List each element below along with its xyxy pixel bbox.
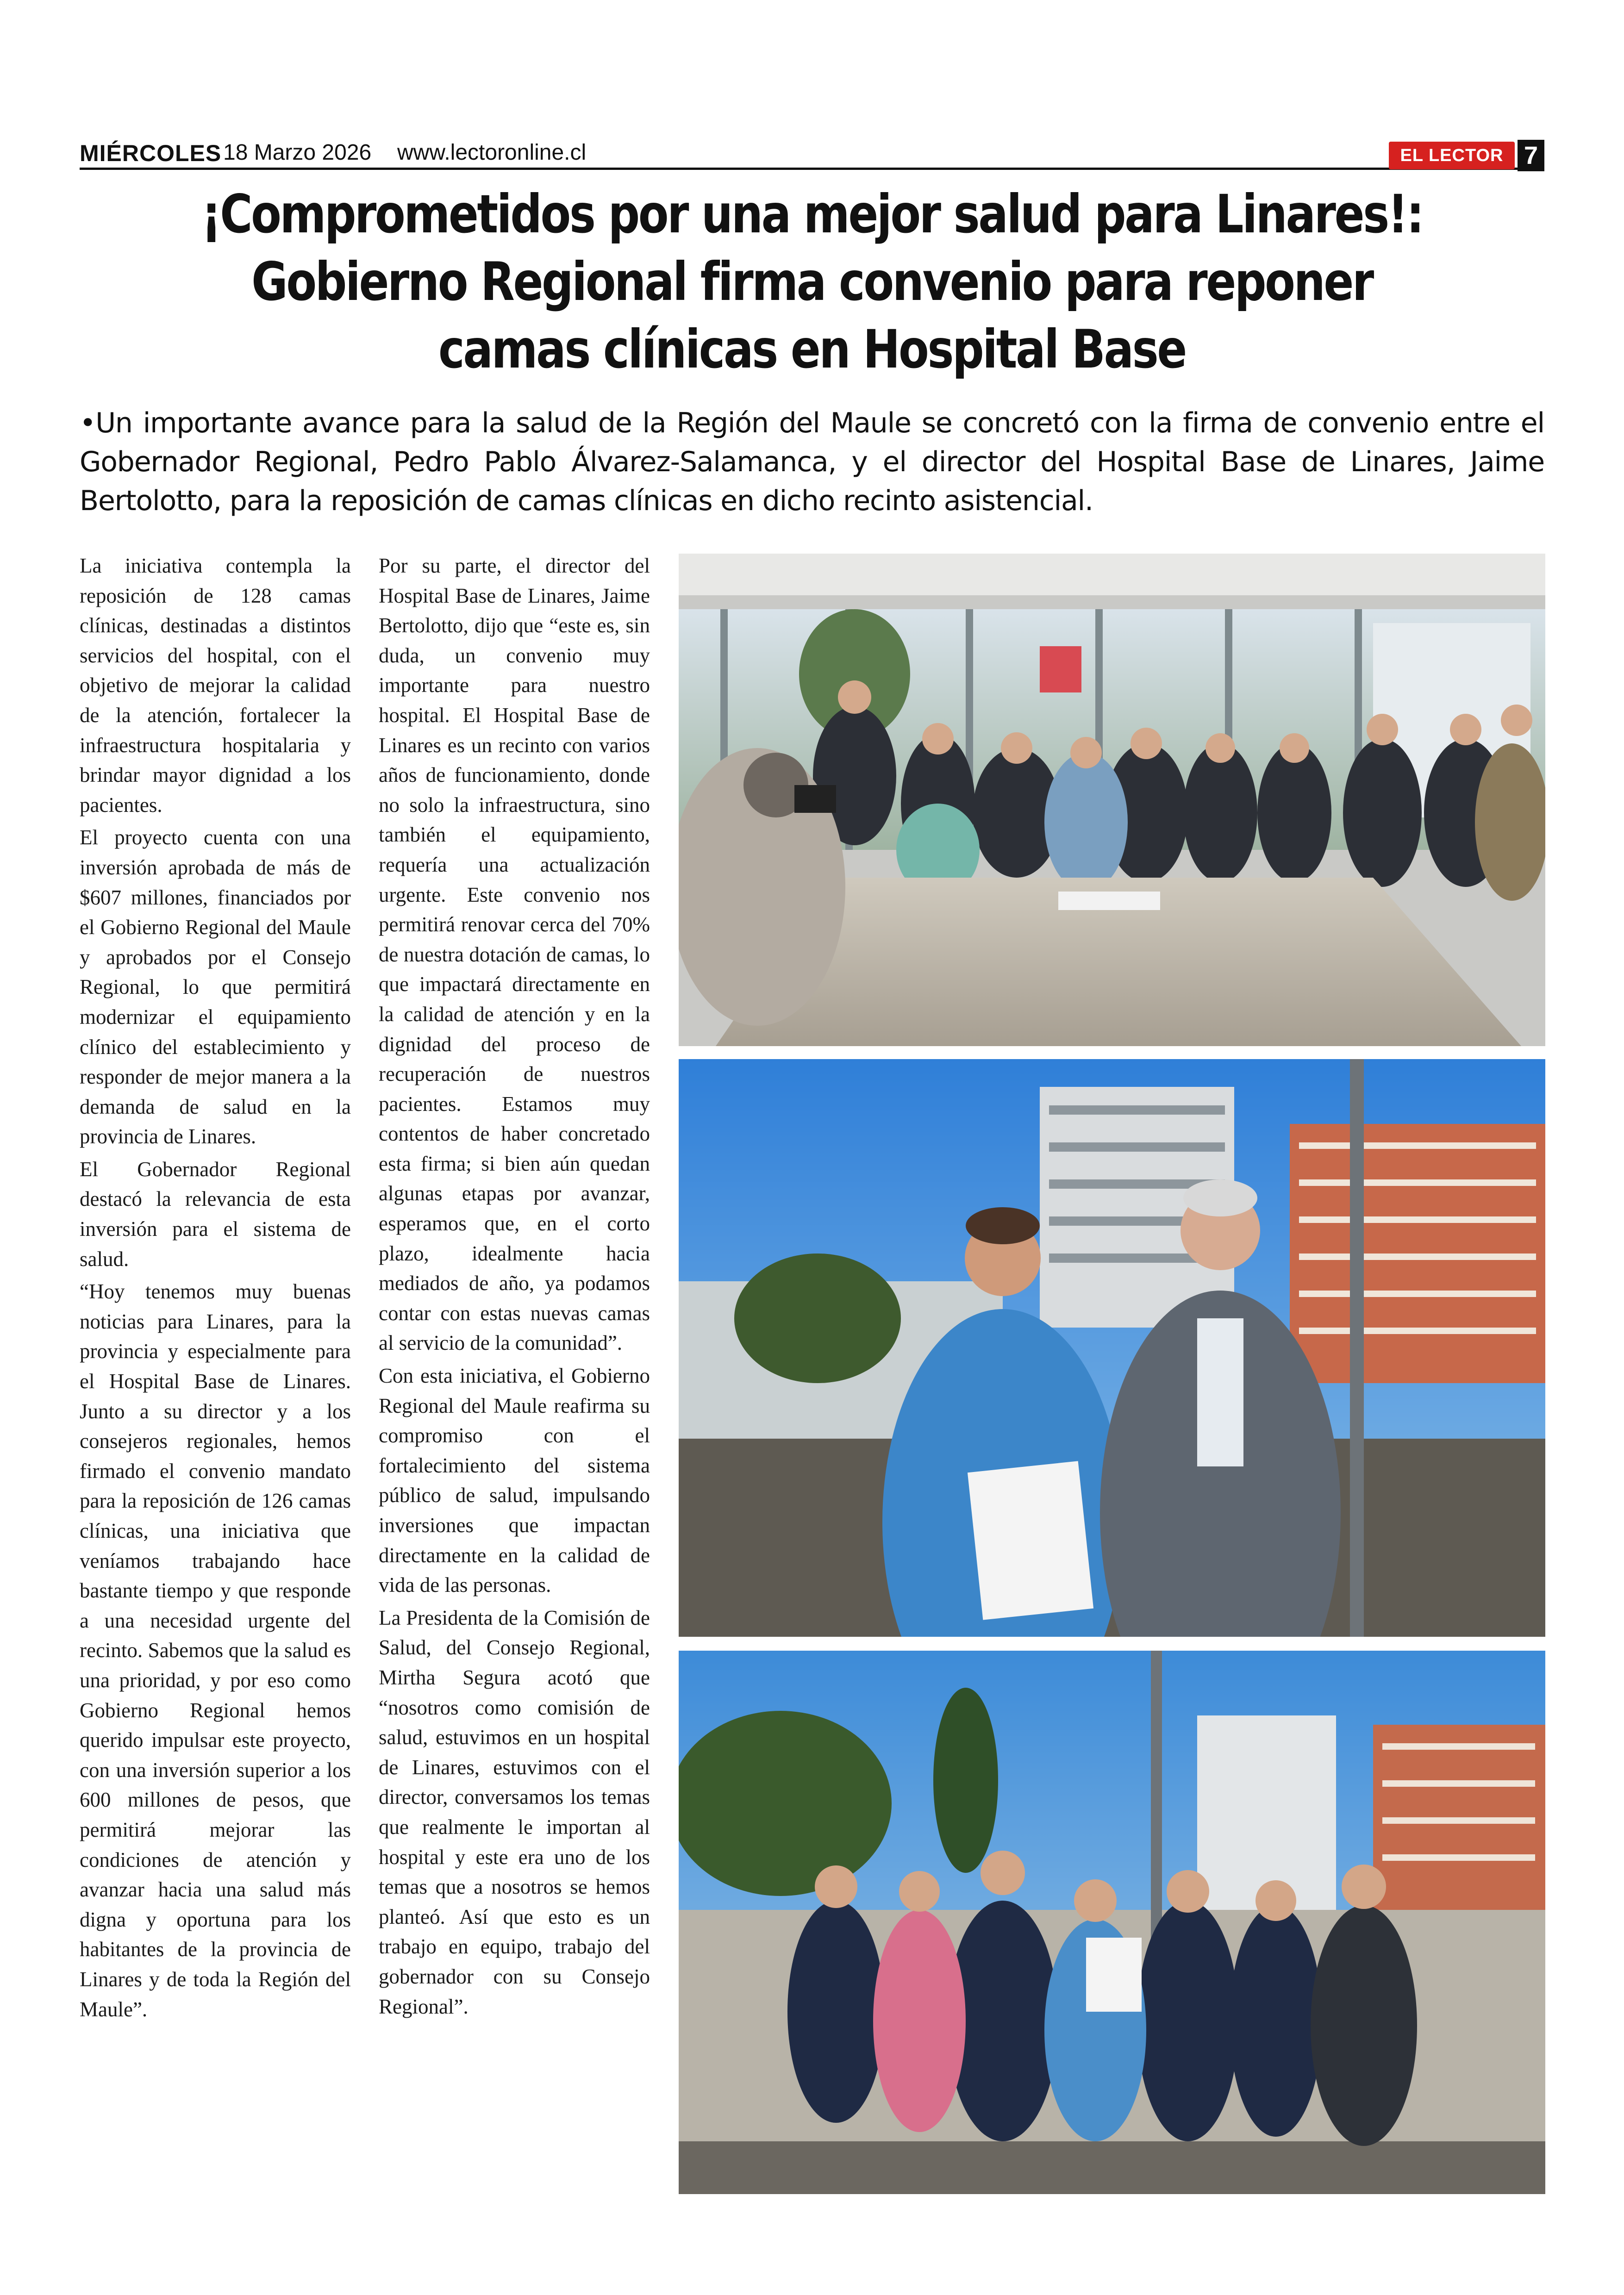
paragraph: Con esta iniciativa, el Gobierno Regional del Maule reafirma su compromiso con el fortalecimiento del sistema público de salud, impulsando inversiones que impactan directamente en la calidad de vida de las personas. [379,1364,650,1597]
article-column-1 [80,551,351,2027]
paragraph: “Hoy tenemos muy buenas noticias para Linares, para la provincia y especialmente para el Hospital Base de Linares. Junto a su director y a los consejeros regionales, hemos firmado el convenio mandato para la reposición de 126 camas clínicas, una iniciativa que veníamos trabajando hace bastante tiempo y que responde a una necesidad urgente del recinto. Sabemos que la salud es una prioridad, y por eso como Gobierno Regional hemos querido impulsar este proyecto, con una inversión superior a los 600 millones de pesos, que permitirá mejorar las condiciones de atención y avanzar hacia una salud más digna y oportuna para los habitantes de la provincia de Linares y de toda la Región del Maule”. [80,1280,351,2021]
header-date: 18 Marzo 2026 [223,140,372,165]
article-column-2 [379,551,650,2024]
headline [80,181,1544,383]
header-day: MIÉRCOLES [80,140,222,166]
paragraph: La Presidenta de la Comisión de Salud, del Consejo Regional, Mirtha Segura acotó que “nosotros como comisión de salud, estuvimos en un hospital de Linares, estuvimos con el director, conversamos los temas que realmente le importan al hospital y este era uno de los temas que a nosotros se hemos planteó. Así que esto es un trabajo en equipo, trabajo del gobernador con su Consejo Regional”. [379,1606,650,2018]
lead-paragraph: •Un importante avance para la salud de la Región del Maule se concretó con la firma de convenio entre el Gobernador Regional, Pedro Pablo Álvarez-Salamanca, y el director del Hospital Base de Linares, Jaime Bertolotto, para la reposición de camas clínicas en dicho recinto asistencial. [80,407,1544,517]
photo-group-terrace [679,1651,1545,2194]
headline-line-3: camas clínicas en Hospital Base [438,318,1186,380]
paragraph: Por su parte, el director del Hospital Base de Linares, Jaime Bertolotto, dijo que “este es, sin duda, un convenio muy importante para nuestro hospital. El Hospital Base de Linares es un recinto con varios años de funcionamiento, donde no solo la infraestructura, sino también el equipamiento, requería una actualización urgente. Este convenio nos permitirá renovar cerca del 70% de nuestra dotación de camas, lo que impactará directamente en la calidad de atención y en la dignidad del proceso de recuperación de nuestros pacientes. Estamos muy contentos de haber concretado esta firma; si bien aún quedan algunas etapas por avanzar, esperamos que, en el corto plazo, idealmente hacia mediados de año, ya podamos contar con estas nuevas camas al servicio de la comunidad”. [379,554,650,1355]
newspaper-logo [1389,142,1515,169]
photo-handshake-document [679,1059,1545,1637]
header-rule [80,168,1543,170]
logo-text: EL LECTOR [1400,145,1504,165]
page-number: 7 [1518,140,1544,171]
headline-line-2: Gobierno Regional firma convenio para reponer [251,251,1373,312]
header-website[interactable]: www.lectoronline.cl [397,140,587,165]
paragraph: El proyecto cuenta con una inversión aprobada de más de $607 millones, financiados por el Gobierno Regional del Maule y aprobados por el Consejo Regional, lo que permitirá modernizar el equipamiento clínico del establecimiento y responder de mejor manera a la demanda de salud en la provincia de Linares. [80,826,351,1148]
headline-line-1: ¡Comprometidos por una mejor salud para Linares!: [201,183,1423,245]
paragraph: La iniciativa contempla la reposición de 128 camas clínicas, destinadas a distintos servicios del hospital, con el objetivo de mejorar la calidad de la atención, fortalecer la infraestructura hospitalaria y brindar mayor dignidad a los pacientes. [80,554,351,817]
photo-signing-meeting [679,554,1545,1046]
paragraph: El Gobernador Regional destacó la relevancia de esta inversión para el sistema de salud. [80,1157,351,1271]
